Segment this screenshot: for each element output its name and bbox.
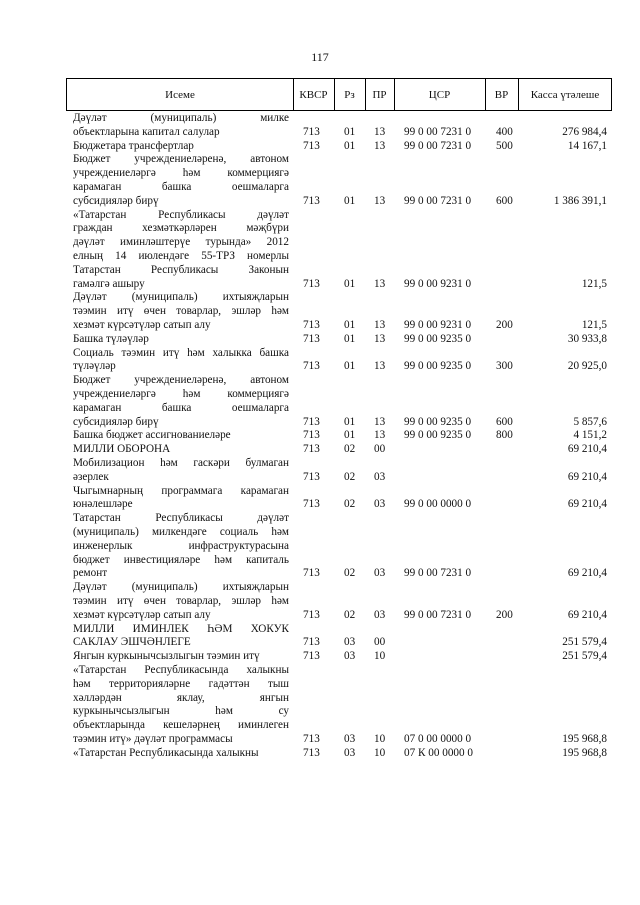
header-vr: ВР — [485, 79, 519, 110]
row-kvsr: 713 — [303, 125, 320, 138]
row-csr: 99 0 00 7231 0 — [404, 194, 472, 207]
row-pr: 03 — [374, 498, 386, 511]
row-kvsr: 713 — [303, 415, 320, 428]
row-rz: 01 — [344, 139, 356, 152]
row-pr: 13 — [374, 332, 386, 345]
row-name-line: учреждениеләргә һәм коммерциягә — [73, 167, 289, 180]
row-kvsr: 713 — [303, 360, 320, 373]
row-pr: 03 — [374, 567, 386, 580]
row-name-line: карамаган башка оешмаларга — [73, 180, 289, 193]
row-name — [73, 650, 289, 664]
row-kvsr: 713 — [303, 429, 320, 442]
row-csr: 99 0 00 9235 0 — [404, 332, 472, 345]
row-vr: 400 — [496, 125, 513, 138]
row-rz: 03 — [344, 732, 356, 745]
row-name — [73, 209, 289, 292]
row-name-line: граждан хезмәткәрләрен мәҗбүри — [73, 222, 289, 235]
row-csr: 99 0 00 7231 0 — [404, 125, 472, 138]
row-name — [73, 581, 289, 622]
row-name-line: бюджет инвестицияләре һәм капиталь — [73, 553, 289, 566]
table-row — [0, 209, 640, 292]
row-vr: 200 — [496, 318, 513, 331]
row-name-line: инженерлык инфраструктурасына — [73, 539, 289, 552]
row-name — [73, 347, 289, 375]
table-row — [0, 347, 640, 375]
row-name-line: учреждениеләргә һәм коммерциягә — [73, 387, 289, 400]
row-pr: 13 — [374, 415, 386, 428]
row-name-line: Татарстан Республикасы Законын — [73, 263, 289, 276]
row-kvsr: 713 — [303, 498, 320, 511]
row-pr: 13 — [374, 277, 386, 290]
row-name — [73, 443, 289, 457]
row-rz: 01 — [344, 415, 356, 428]
row-vr: 800 — [496, 429, 513, 442]
row-name — [73, 333, 289, 347]
row-name — [73, 623, 289, 651]
row-vr: 200 — [496, 608, 513, 621]
row-name-line: хезмәт күрсәтүләр сатып алу — [73, 318, 211, 331]
row-name-line: хәлләрдән яклау, янгын — [73, 691, 289, 704]
row-name — [73, 512, 289, 581]
row-name-line: гамәлгә ашыру — [73, 277, 145, 290]
row-csr: 07 К 00 0000 0 — [404, 746, 473, 759]
row-pr: 03 — [374, 470, 386, 483]
row-name-line: «Татарстан Республикасында халыкны — [73, 746, 259, 759]
row-name-line: хезмәт күрсәтүләр сатып алу — [73, 608, 211, 621]
row-kvsr: 713 — [303, 332, 320, 345]
row-kassa: 195 968,8 — [562, 732, 607, 745]
row-pr: 13 — [374, 429, 386, 442]
row-name — [73, 153, 289, 208]
row-csr: 99 0 00 7231 0 — [404, 567, 472, 580]
row-rz: 02 — [344, 443, 356, 456]
row-name-line: һәм территорияләрне гадәттән тыш — [73, 677, 289, 690]
row-name-line: Башка бюджет ассигнованиеләре — [73, 429, 231, 442]
row-name-line: Дәүләт (муниципаль) милке — [73, 112, 289, 124]
row-name — [73, 291, 289, 332]
row-rz: 01 — [344, 360, 356, 373]
row-name-line: субсидияләр бирү — [73, 415, 159, 428]
row-name-line: МИЛЛИ ОБОРОНА — [73, 443, 171, 456]
row-name-line: куркынычсызлыгын һәм су — [73, 705, 289, 718]
row-pr: 10 — [374, 746, 386, 759]
table-row — [0, 140, 640, 154]
row-name-line: Чыгымнарның программага карамаган — [73, 484, 289, 497]
row-name — [73, 485, 289, 513]
row-pr: 13 — [374, 318, 386, 331]
row-kassa: 20 925,0 — [567, 360, 607, 373]
row-name-line: карамаган башка оешмаларга — [73, 401, 289, 414]
row-kvsr: 713 — [303, 650, 320, 663]
table-row — [0, 429, 640, 443]
row-name — [73, 747, 289, 761]
row-csr: 99 0 00 0000 0 — [404, 498, 472, 511]
row-vr: 500 — [496, 139, 513, 152]
row-kassa: 69 210,4 — [567, 443, 607, 456]
row-name-line: түләүләр — [73, 360, 116, 373]
row-name-line: субсидияләр бирү — [73, 194, 159, 207]
table-row — [0, 512, 640, 581]
row-rz: 01 — [344, 332, 356, 345]
row-name-line: Бюджет учреждениеләренә, автоном — [73, 374, 289, 387]
row-kassa: 276 984,4 — [562, 125, 607, 138]
row-kassa: 121,5 — [581, 277, 607, 290]
row-name-line: әзерлек — [73, 470, 109, 483]
row-kvsr: 713 — [303, 139, 320, 152]
row-rz: 03 — [344, 636, 356, 649]
row-kvsr: 713 — [303, 732, 320, 745]
row-name-line: (муниципаль) милкендәге социаль һәм — [73, 525, 289, 538]
header-kvsr: КВСР — [293, 79, 335, 110]
row-pr: 10 — [374, 650, 386, 663]
row-name — [73, 664, 289, 747]
row-csr: 99 0 00 9231 0 — [404, 277, 472, 290]
row-kvsr: 713 — [303, 194, 320, 207]
table-body — [0, 112, 640, 761]
table-row — [0, 457, 640, 485]
row-name-line: Янгын куркынычсызлыгын тәэмин итү — [73, 650, 260, 663]
row-name-line: тәэмин итү» дәүләт программасы — [73, 732, 233, 745]
table-row — [0, 664, 640, 747]
row-pr: 10 — [374, 732, 386, 745]
row-kvsr: 713 — [303, 746, 320, 759]
header-csr: ЦСР — [394, 79, 486, 110]
row-name-line: ремонт — [73, 567, 108, 580]
row-rz: 01 — [344, 277, 356, 290]
header-kassa: Касса үтәлеше — [530, 88, 600, 101]
table-row — [0, 291, 640, 332]
row-name-line: юнәлешләре — [73, 498, 133, 511]
row-kvsr: 713 — [303, 636, 320, 649]
row-name-line: дәүләт иминләштерүе турында» 2012 — [73, 236, 289, 249]
row-name-line: Мобилизацион һәм гаскәри булмаган — [73, 456, 289, 469]
row-pr: 03 — [374, 608, 386, 621]
row-name-line: тәэмин итү өчен товарлар, эшләр һәм — [73, 594, 289, 607]
row-csr: 99 0 00 9235 0 — [404, 415, 472, 428]
row-kassa: 251 579,4 — [562, 650, 607, 663]
row-kvsr: 713 — [303, 470, 320, 483]
row-pr: 00 — [374, 636, 386, 649]
row-pr: 13 — [374, 194, 386, 207]
row-kassa: 69 210,4 — [567, 498, 607, 511]
row-kassa: 69 210,4 — [567, 470, 607, 483]
row-name-line: объектларында кешеләрнең иминлеген — [73, 719, 289, 732]
row-pr: 00 — [374, 443, 386, 456]
row-name-line: Бюджет учреждениеләренә, автоном — [73, 153, 289, 166]
row-name — [73, 140, 289, 154]
row-rz: 03 — [344, 650, 356, 663]
row-name-line: Социаль тәэмин итү һәм халыкка башка — [73, 346, 289, 359]
row-rz: 02 — [344, 567, 356, 580]
row-rz: 01 — [344, 125, 356, 138]
table-row — [0, 374, 640, 429]
table-row — [0, 581, 640, 622]
row-pr: 13 — [374, 139, 386, 152]
row-name-line: «Татарстан Республикасы дәүләт — [73, 208, 289, 221]
row-kvsr: 713 — [303, 318, 320, 331]
row-kassa: 1 386 391,1 — [553, 194, 607, 207]
row-name — [73, 374, 289, 429]
row-kassa: 4 151,2 — [573, 429, 607, 442]
header-rz: Рз — [334, 79, 366, 110]
row-csr: 99 0 00 9235 0 — [404, 360, 472, 373]
table-row — [0, 333, 640, 347]
row-rz: 01 — [344, 318, 356, 331]
header-name: Исеме — [67, 79, 294, 110]
row-kassa: 251 579,4 — [562, 636, 607, 649]
row-name-line: Дәүләт (муниципаль) ихтыяҗларын — [73, 581, 289, 594]
row-kassa: 14 167,1 — [567, 139, 607, 152]
row-name-line: МИЛЛИ ИМИНЛЕК ҺӘМ ХОКУК — [73, 622, 289, 635]
row-kassa: 69 210,4 — [567, 567, 607, 580]
row-rz: 02 — [344, 498, 356, 511]
row-name-line: елның 14 июлендәге 55-ТРЗ номерлы — [73, 249, 289, 262]
table-row — [0, 747, 640, 761]
row-csr: 99 0 00 9235 0 — [404, 429, 472, 442]
table-row — [0, 485, 640, 513]
table-row — [0, 443, 640, 457]
row-pr: 13 — [374, 360, 386, 373]
row-kassa: 5 857,6 — [573, 415, 607, 428]
row-rz: 01 — [344, 429, 356, 442]
row-name-line: объектларына капитал салулар — [73, 125, 220, 138]
row-rz: 03 — [344, 746, 356, 759]
row-name-line: Башка түләүләр — [73, 332, 149, 345]
row-csr: 99 0 00 9231 0 — [404, 318, 472, 331]
row-name-line: Бюджетара трансфертлар — [73, 139, 194, 152]
table-row — [0, 153, 640, 208]
header-pr: ПР — [365, 79, 395, 110]
row-rz: 02 — [344, 470, 356, 483]
page-number: 117 — [311, 50, 329, 64]
row-vr: 600 — [496, 194, 513, 207]
row-name — [73, 429, 289, 443]
row-csr: 99 0 00 7231 0 — [404, 139, 472, 152]
row-name-line: Татарстан Республикасы дәүләт — [73, 512, 289, 525]
row-vr: 300 — [496, 360, 513, 373]
row-vr: 600 — [496, 415, 513, 428]
table-header — [66, 78, 612, 111]
table-row — [0, 650, 640, 664]
row-csr: 07 0 00 0000 0 — [404, 732, 472, 745]
row-kassa: 30 933,8 — [567, 332, 607, 345]
row-name — [73, 457, 289, 485]
row-kvsr: 713 — [303, 567, 320, 580]
row-kvsr: 713 — [303, 277, 320, 290]
row-rz: 02 — [344, 608, 356, 621]
row-rz: 01 — [344, 194, 356, 207]
row-name-line: САКЛАУ ЭШЧӘНЛЕГЕ — [73, 636, 191, 649]
row-name — [73, 112, 289, 140]
row-name-line: «Татарстан Республикасында халыкны — [73, 663, 289, 676]
row-kassa: 195 968,8 — [562, 746, 607, 759]
row-name-line: Дәүләт (муниципаль) ихтыяҗларын — [73, 291, 289, 304]
row-kassa: 69 210,4 — [567, 608, 607, 621]
row-csr: 99 0 00 7231 0 — [404, 608, 472, 621]
row-kvsr: 713 — [303, 443, 320, 456]
row-kvsr: 713 — [303, 608, 320, 621]
table-row — [0, 112, 640, 140]
row-name-line: тәэмин итү өчен товарлар, эшләр һәм — [73, 305, 289, 318]
table-row — [0, 623, 640, 651]
row-kassa: 121,5 — [581, 318, 607, 331]
row-pr: 13 — [374, 125, 386, 138]
